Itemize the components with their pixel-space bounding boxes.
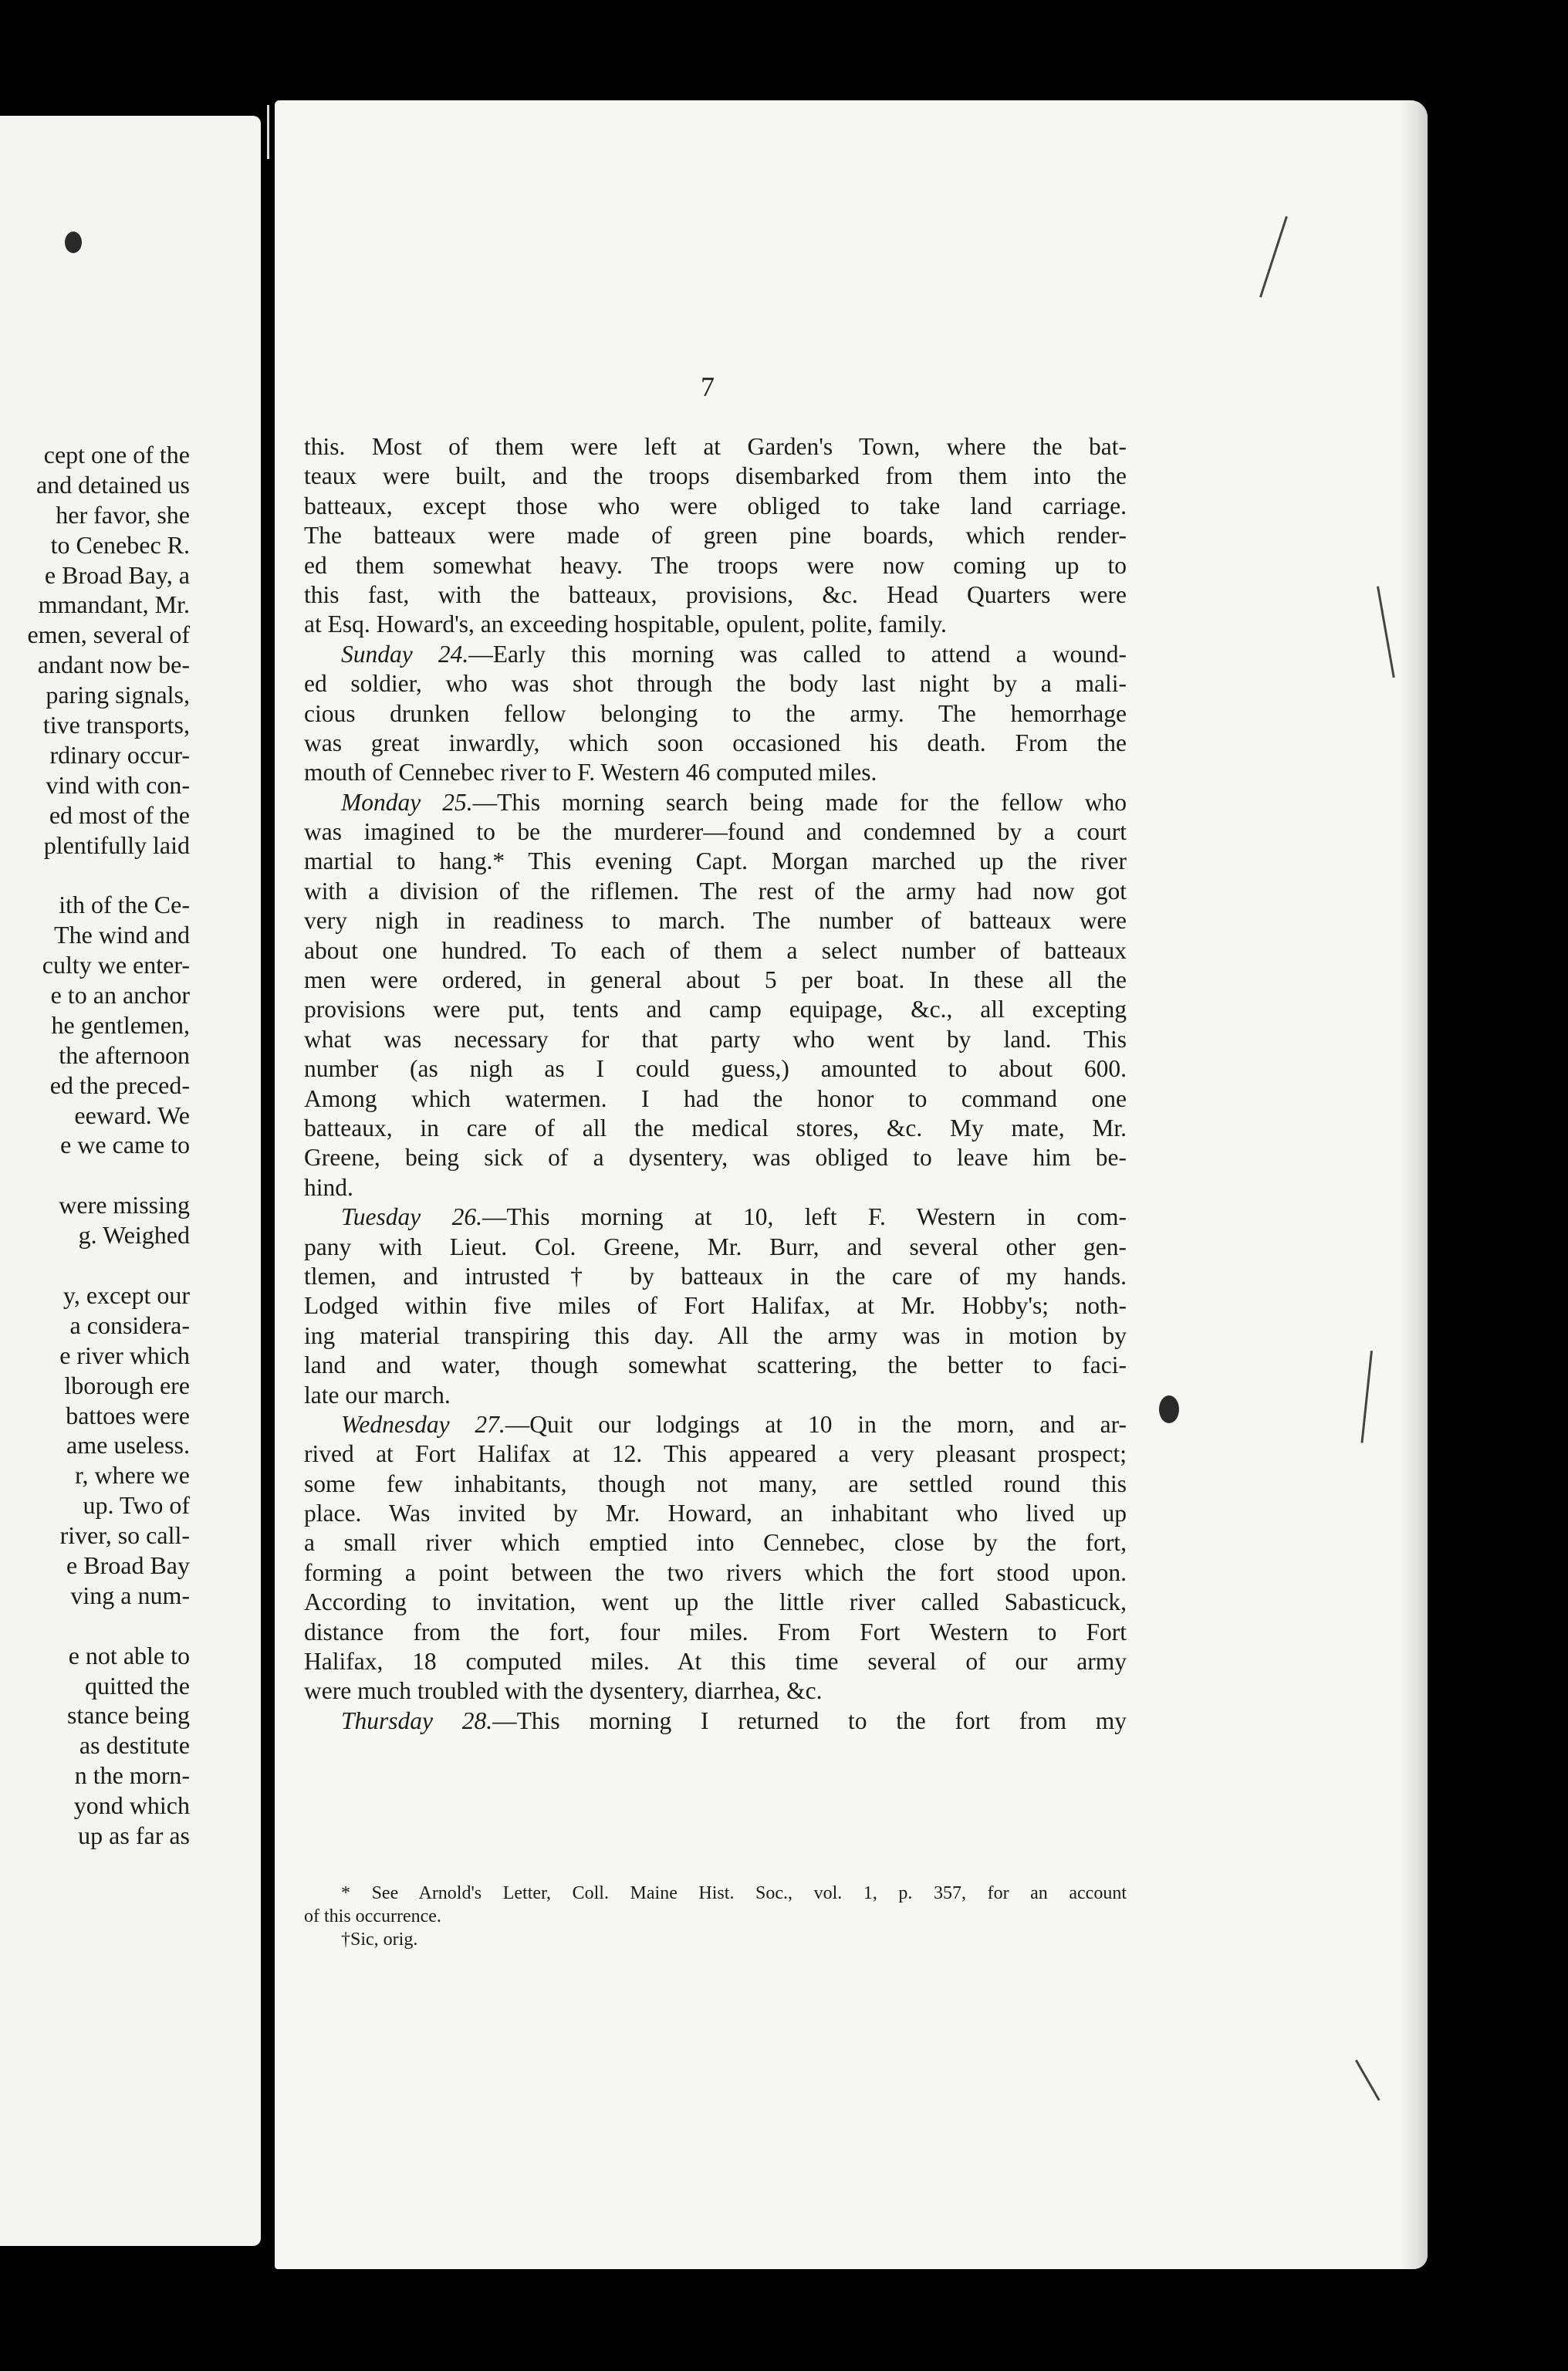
page-edge — [1400, 100, 1428, 2269]
previous-page-line: mmandant, Mr. — [38, 590, 190, 619]
scan-scratch — [1355, 2060, 1380, 2101]
entry-date: Monday 25. — [341, 788, 473, 816]
line-text: was great inwardly, which soon occasioned his death. From the — [304, 729, 1127, 756]
previous-page-line: as destitute — [79, 1731, 190, 1760]
text-line — [304, 551, 1127, 580]
previous-page-line: and detained us — [35, 470, 190, 499]
previous-page-line: ed the preced- — [49, 1071, 190, 1099]
previous-page-line: quitted the — [85, 1671, 190, 1700]
text-line — [304, 788, 1127, 817]
page-gutter — [261, 116, 275, 2246]
line-text: very nigh in readiness to march. The number of batteaux were — [304, 907, 1127, 935]
previous-page-line: cept one of the — [43, 441, 190, 468]
text-line — [304, 936, 1127, 966]
text-line — [304, 966, 1127, 995]
scan-scratch — [267, 105, 269, 159]
line-text: †Sic, orig. — [341, 1930, 418, 1950]
line-text: was imagined to be the murderer—found and condemned by a court — [304, 818, 1127, 846]
line-text: Lodged within five miles of Fort Halifax, at Mr. Hobby's; noth- — [304, 1292, 1127, 1320]
scan-scratch — [1259, 216, 1288, 298]
line-text: what was necessary for that party who went by land. This — [304, 1025, 1127, 1053]
line-text: * See Arnold's Letter, Coll. Maine Hist. Soc., vol. 1, p. 357, for an account — [341, 1883, 1127, 1903]
text-line — [304, 1528, 1127, 1558]
page-number: 7 — [701, 371, 716, 402]
text-line — [304, 1470, 1127, 1499]
line-text: teaux were built, and the troops disembarked from them into the — [304, 462, 1127, 490]
line-text: batteaux, in care of all the medical stores, &c. My mate, Mr. — [304, 1114, 1127, 1142]
previous-page-line — [0, 1160, 190, 1190]
line-text: land and water, though somewhat scattering, the better to faci- — [304, 1351, 1127, 1379]
previous-page-line — [0, 1250, 190, 1280]
previous-page-line: her favor, she — [56, 500, 190, 529]
line-text: mouth of Cennebec river to F. Western 46 computed miles. — [304, 759, 877, 786]
page — [275, 100, 1428, 2269]
previous-page-line: he gentlemen, — [51, 1010, 190, 1039]
text-line — [304, 1618, 1127, 1647]
line-text: rived at Fort Halifax at 12. This appeared a very pleasant prospect; — [304, 1440, 1127, 1468]
text-line — [304, 1291, 1127, 1321]
text-line — [304, 1233, 1127, 1262]
previous-page-line: emen, several of — [27, 621, 190, 649]
previous-page-line: to Cenebec R. — [50, 530, 190, 559]
line-text: According to invitation, went up the little river called Sabasticuck, — [304, 1588, 1127, 1616]
text-line — [304, 758, 1127, 787]
body-text — [304, 432, 1127, 1736]
text-line — [304, 610, 1127, 639]
line-text: tlemen, and intrusted† by batteaux in the care of my hands. — [304, 1262, 1127, 1290]
previous-page-line: rdinary occur- — [49, 740, 190, 769]
line-text: batteaux, except those who were obliged to take land carriage. — [304, 492, 1127, 519]
line-text: —This morning search being made for the fellow who — [472, 788, 1127, 816]
text-line — [304, 1928, 1127, 1951]
text-line — [304, 1381, 1127, 1410]
previous-page-line: e we came to — [60, 1131, 190, 1159]
text-line — [304, 432, 1127, 462]
text-line — [304, 1262, 1127, 1291]
line-text: this. Most of them were left at Garden's Town, where the bat- — [304, 433, 1127, 460]
line-text: cious drunken fellow belonging to the army. The hemorrhage — [304, 699, 1127, 727]
previous-page-line: e Broad Bay — [66, 1551, 190, 1579]
text-line — [304, 847, 1127, 876]
line-text: ed soldier, who was shot through the body last night by a mali- — [304, 670, 1127, 698]
previous-page-line: culty we enter- — [42, 951, 190, 979]
text-line — [304, 1676, 1127, 1706]
line-text: place. Was invited by Mr. Howard, an inhabitant who lived up — [304, 1500, 1127, 1527]
text-line — [304, 1321, 1127, 1351]
line-text: martial to hang.* This evening Capt. Morgan marched up the river — [304, 847, 1127, 875]
line-text: —This morning I returned to the fort from my — [492, 1706, 1127, 1734]
line-text: The batteaux were made of green pine boards, which render- — [304, 522, 1127, 550]
text-line — [304, 817, 1127, 847]
text-line — [304, 877, 1127, 906]
text-line — [304, 1499, 1127, 1528]
previous-page-line: The wind and — [54, 921, 190, 949]
previous-page-line: river, so call- — [59, 1521, 190, 1550]
previous-page-line: yond which — [73, 1791, 190, 1820]
text-line — [304, 1084, 1127, 1114]
text-line — [304, 1025, 1127, 1054]
previous-page-line: e river which — [59, 1341, 190, 1369]
text-line — [304, 729, 1127, 758]
text-line — [304, 669, 1127, 698]
previous-page-line: e not able to — [68, 1641, 190, 1669]
previous-page-line: r, where we — [75, 1461, 190, 1490]
entry-date: Wednesday 27. — [341, 1410, 505, 1438]
line-text: a small river which emptied into Cennebec, close by the fort, — [304, 1529, 1127, 1557]
previous-page-line: e Broad Bay, a — [44, 560, 190, 589]
text-line — [304, 521, 1127, 550]
line-text: distance from the fort, four miles. From Fort Western to Fort — [304, 1618, 1127, 1645]
previous-page-line: e to an anchor — [50, 981, 190, 1010]
previous-page-line: y, except our — [63, 1280, 190, 1309]
line-text: at Esq. Howard's, an exceeding hospitable, opulent, polite, family. — [304, 611, 947, 638]
text-line — [304, 462, 1127, 491]
previous-page-sliver — [0, 116, 261, 2246]
scan-scratch — [1377, 586, 1395, 678]
previous-page-line: lborough ere — [64, 1371, 190, 1399]
previous-page-line: ith of the Ce- — [59, 891, 190, 919]
text-line — [304, 1439, 1127, 1469]
line-text: provisions were put, tents and camp equipage, &c., all excepting — [304, 996, 1127, 1023]
line-text: some few inhabitants, though not many, are settled round this — [304, 1470, 1127, 1497]
previous-page-line: eeward. We — [74, 1101, 190, 1129]
text-line — [304, 1706, 1127, 1736]
ink-smudge — [1159, 1395, 1179, 1423]
text-line — [304, 1202, 1127, 1232]
previous-page-line: plentifully laid — [43, 830, 190, 859]
previous-page-line: g. Weighed — [78, 1221, 190, 1250]
text-line — [304, 995, 1127, 1024]
previous-page-line: were missing — [59, 1191, 190, 1219]
entry-date: Thursday 28. — [341, 1706, 493, 1734]
text-line — [304, 1054, 1127, 1084]
previous-page-line: paring signals, — [46, 681, 190, 709]
line-text: number (as nigh as I could guess,) amounted to about 600. — [304, 1055, 1127, 1083]
line-text: pany with Lieut. Col. Greene, Mr. Burr, and several other gen- — [304, 1233, 1127, 1260]
previous-page-line: ving a num- — [70, 1581, 190, 1609]
previous-page-line: battoes were — [66, 1401, 190, 1429]
line-text: late our march. — [304, 1381, 451, 1409]
text-line — [304, 1351, 1127, 1380]
line-text: ing material transpiring this day. All the army was in motion by — [304, 1321, 1127, 1349]
footnotes — [304, 1882, 1127, 1951]
ink-smudge — [65, 232, 82, 253]
line-text: of this occurrence. — [304, 1906, 441, 1926]
line-text: Among which watermen. I had the honor to command one — [304, 1084, 1127, 1112]
line-text: —Early this morning was called to attend a wound- — [468, 640, 1127, 668]
line-text: —Quit our lodgings at 10 in the morn, and ar- — [505, 1410, 1127, 1438]
scan-scratch — [1360, 1351, 1373, 1443]
previous-page-line: stance being — [66, 1701, 190, 1730]
previous-page-line: vind with con- — [46, 770, 190, 799]
line-text: ed them somewhat heavy. The troops were now coming up to — [304, 551, 1127, 579]
line-text: men were ordered, in general about 5 per boat. In these all the — [304, 966, 1127, 994]
text-line — [304, 580, 1127, 610]
line-text: Halifax, 18 computed miles. At this time several of our army — [304, 1648, 1127, 1676]
text-line — [304, 699, 1127, 729]
entry-date: Sunday 24. — [341, 640, 469, 668]
previous-page-line: up as far as — [78, 1821, 190, 1849]
previous-page-line: ame useless. — [66, 1431, 190, 1459]
text-line — [304, 1588, 1127, 1617]
text-line — [304, 1558, 1127, 1588]
text-line — [304, 1173, 1127, 1202]
previous-page-line: andant now be- — [37, 651, 190, 679]
previous-page-line: a considera- — [69, 1311, 190, 1339]
previous-page-line — [0, 1611, 190, 1641]
text-line — [304, 492, 1127, 521]
text-line — [304, 1882, 1127, 1905]
line-text: —This morning at 10, left F. Western in com- — [482, 1203, 1127, 1231]
text-line — [304, 1410, 1127, 1439]
line-text: hind. — [304, 1173, 353, 1201]
line-text: forming a point between the two rivers which the fort stood upon. — [304, 1558, 1127, 1586]
text-line — [304, 906, 1127, 935]
line-text: were much troubled with the dysentery, diarrhea, &c. — [304, 1677, 823, 1705]
previous-page-line: n the morn- — [74, 1761, 190, 1790]
previous-page-line: the afternoon — [59, 1040, 190, 1069]
text-line — [304, 1143, 1127, 1172]
text-line — [304, 1905, 1127, 1928]
previous-page-line — [0, 860, 190, 890]
text-line — [304, 1114, 1127, 1143]
previous-page-line: ed most of the — [49, 800, 190, 829]
text-line — [304, 1647, 1127, 1676]
previous-page-line: tive transports, — [42, 711, 190, 739]
previous-page-text — [0, 440, 190, 1851]
line-text: with a division of the riflemen. The rest of the army had now got — [304, 877, 1127, 905]
line-text: Greene, being sick of a dysentery, was obliged to leave him be- — [304, 1144, 1127, 1172]
text-line — [304, 640, 1127, 669]
line-text: this fast, with the batteaux, provisions, &c. Head Quarters were — [304, 580, 1127, 608]
entry-date: Tuesday 26. — [341, 1203, 482, 1231]
previous-page-line: up. Two of — [83, 1491, 190, 1520]
line-text: about one hundred. To each of them a select number of batteaux — [304, 936, 1127, 964]
